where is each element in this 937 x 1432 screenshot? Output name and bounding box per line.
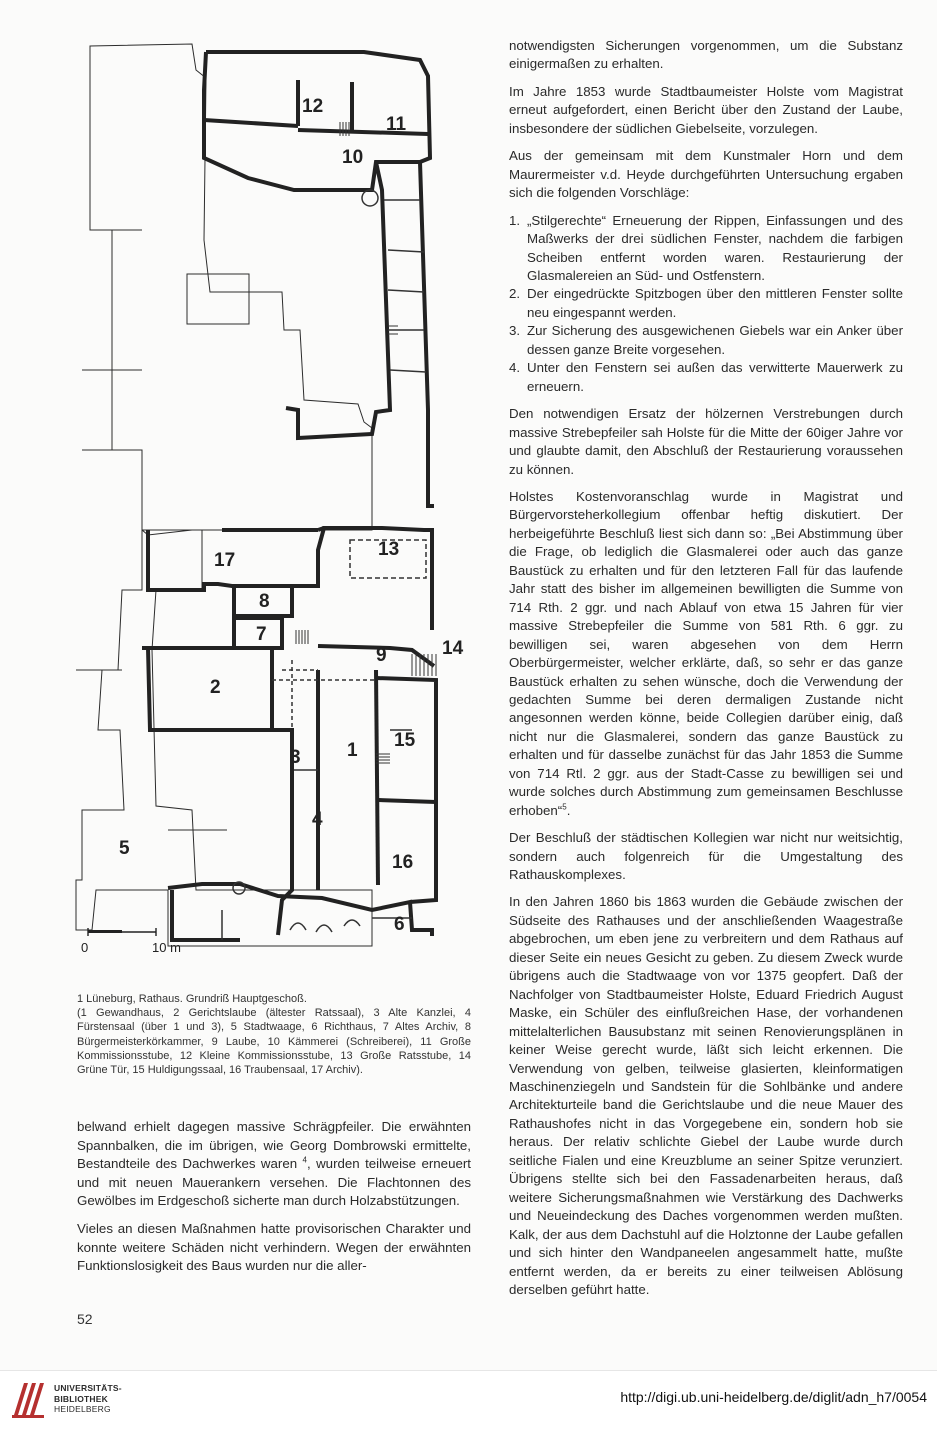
right-column-text	[509, 37, 903, 1308]
room-label-5: 5	[119, 838, 130, 859]
room-label-11: 11	[386, 114, 407, 135]
room-label-14: 14	[442, 638, 464, 659]
left-column-text	[77, 1118, 471, 1285]
quote-text: Holstes Kostenvoranschlag wurde in Magistrat und Bürgervorsteherkollegium offenbar heftig diskutiert. Der herbeigeführte Beschluß liest sich dann so: „Bei Abstimmung über die Frage, ob lediglich die Glasmalerei oder auch das ganze Baustück zu erhalten und für den letzteren Fall für das laufende Jahr statt des bisher im allgemeinen bewilligten die Summe von 714 Rth. 2 ggr. und nach Ablauf von etwa 15 Jahren für vier massive Strebepfeiler die Summe von 581 Rth. 6 ggr. zu bewilligen sei, waren abgesehen von dem Herrn Oberbürgermeister, welcher erklärte, daß, so sehr er das ganze Baustück erhalten zu sehen wünsche, doch die Verwendung der gedachten Summe bei deren dermaligen Zustande nicht angesonnen werden könne, beide Collegien darüber einig, daß nicht nur die Glasmalerei, sondern das ganze Baustück zu erhalten und für dasselbe zunächst für das Jahr 1853 die Summe von 714 Rtl. 2 ggr. aus der Stadt-Casse zu bewilligen sei und wurde solches durch Abstimmung zum gemeinsamen Beschlusse erhoben“	[509, 488, 903, 818]
right-paragraph: Im Jahre 1853 wurde Stadtbaumeister Holste vom Magistrat erneut aufgefordert, einen Bericht über den Zustand der Laube, insbesondere der südlichen Giebelseite, vorzulegen.	[509, 83, 903, 136]
left-paragraph	[77, 1118, 471, 1211]
list-text: Unter den Fenstern sei außen das verwitterte Mauerwerk zu erneuern.	[527, 360, 903, 394]
room-label-1: 1	[347, 740, 358, 761]
floor-plan-drawing	[72, 30, 472, 960]
room-label-2: 2	[210, 677, 221, 698]
scale-start: 0	[81, 940, 89, 955]
library-name-line: HEIDELBERG	[54, 1404, 111, 1414]
page-number: 52	[77, 1311, 93, 1327]
library-name-line: UNIVERSITÄTS-	[54, 1383, 122, 1393]
library-name-line: BIBLIOTHEK	[54, 1393, 108, 1404]
scale-bar	[81, 928, 181, 955]
list-number: 4.	[509, 360, 521, 376]
right-paragraph: Aus der gemeinsam mit dem Kunstmaler Horn und dem Maurermeister v.d. Heyde durchgeführten Untersuchung ergaben sich die folgenden Vorschläge:	[509, 148, 903, 201]
caption-title: 1 Lüneburg, Rathaus. Grundriß Hauptgeschoß.	[77, 993, 307, 1005]
list-item	[509, 285, 903, 322]
floor-plan	[72, 30, 472, 960]
list-item	[509, 212, 903, 286]
list-text: Zur Sicherung des ausgewichenen Giebels war ein Anker über dessen ganze Breite vorgesehen.	[527, 323, 903, 357]
room-label-10: 10	[342, 147, 364, 168]
footnote-ref: 5	[562, 802, 567, 812]
source-url[interactable]: http://digi.ub.uni-heidelberg.de/diglit/adn_h7/0054	[620, 1389, 927, 1405]
caption-legend: (1 Gewandhaus, 2 Gerichtslaube (ältester Ratssaal), 3 Alte Kanzlei, 4 Fürstensaal (über 1 und 3), 5 Stadtwaage, 6 Richthaus, 7 Altes Archiv, 8 Bürgermeisterkörkammer, 9 Laube, 10 Kämmerei (Schreiberei), 11 Große Kommissionsstube, 12 Kleine Kommissionsstube, 13 Große Ratsstube, 14 Grüne Tür, 15 Huldigungssaal, 16 Traubensaal, 17 Archiv).	[77, 1007, 471, 1077]
left-paragraph-text-rest: , wurden teilweise erneuert und mit neuen Mauerankern versehen. Die Flachtonnen des Gewölbes im Erdgeschoß sicherte man durch Holzabstützungen.	[77, 1156, 471, 1209]
list-text: „Stilgerechte“ Erneuerung der Rippen, Einfassungen und des Maßwerks der drei südlichen Fenster, nachdem die farbigen Scheiben entfernt worden waren. Restaurierung der Glasmalereien an Süd- und Ostfenstern.	[527, 212, 903, 283]
list-item	[509, 322, 903, 359]
right-paragraph: In den Jahren 1860 bis 1863 wurden die Gebäude zwischen der Südseite des Rathauses und der anschließenden Waagestraße abgebrochen, um eben jene zu verbreitern und dem Rathaus auf dieser Seite ein neues Gesicht zu geben. Zu diesem Zweck wurde übrigens auch die Stadtwaage von vor 1375 geopfert. Daß der Nachfolger von Stadtbaumeister Holste, Eduard Friedrich August Maske, ein Schüler des einflußreichen Hase, der vorhandenen mittelalterlichen Bausubstanz mit seinen Renovierungsplänen in keiner Weise gerecht wurde, läßt sich leicht erkennen. Die Verwendung von gelben, teilweise glasierten, kleinformatigen Maschinenziegeln und Sandstein für die Sohlbänke und andere Architekturteile band die Gerichtslaube und die neue Mauer des Rathaushofes nicht in das Vorgegebene ein, sondern hob sie heraus. Der relativ schlichte Giebel der Laube wurde durch seitliche Fialen und eine Kreuzblume an seiner Spitze verunziert. Übrigens stellte sich bei den Fassadenarbeiten heraus, daß weitere Sicherungsmaßnahmen wie Verstärkung des Dachwerks und Neueindeckung des Daches vorgenommen werden mußten. Kalk, der aus dem Dachstuhl auf die Holztonne der Laube gefallen und sich hinter den Wandpaneelen angesammelt hatte, mußte entfernt werden, da er bereits zu einer teilweisen Ablösung derselben geführt hatte.	[509, 894, 903, 1297]
list-number: 3.	[509, 323, 521, 339]
library-logo-icon	[10, 1379, 46, 1419]
list-number: 1.	[509, 212, 521, 228]
left-paragraph-text: belwand erhielt dagegen massive Schrägpfeiler. Die erwähnten Spannbalken, die im übrigen, wie Georg Dombrowski ermittelte, Bestandteile des Dachwerkes waren	[77, 1119, 471, 1172]
room-label-4: 4	[312, 809, 323, 830]
room-label-12: 12	[302, 96, 324, 117]
room-label-13: 13	[378, 539, 400, 560]
room-label-7: 7	[256, 624, 267, 645]
room-label-16: 16	[392, 852, 414, 873]
footnote-ref: 4	[302, 1155, 307, 1165]
list-item	[509, 359, 903, 396]
room-label-15: 15	[394, 730, 416, 751]
figure-caption	[77, 992, 471, 1077]
right-paragraph: Den notwendigen Ersatz der hölzernen Verstrebungen durch massive Strebepfeiler sah Holste für die Mitte der 60iger Jahre vor und glaubte damit, den Abschluß der Restaurierung voraussehen zu können.	[509, 406, 903, 477]
right-paragraph: notwendigsten Sicherungen vorgenommen, um die Substanz einigermaßen zu erhalten.	[509, 38, 903, 72]
footer-bar	[0, 1370, 937, 1432]
library-name	[54, 1383, 122, 1415]
room-label-8: 8	[259, 591, 270, 612]
right-paragraph: Der Beschluß der städtischen Kollegien war nicht nur weitsichtig, sondern auch folgenreich für die Umgestaltung des Rathauskomplexes.	[509, 830, 903, 883]
list-text: Der eingedrückte Spitzbogen über den mittleren Fenster sollte neu eingespannt werden.	[527, 286, 903, 320]
room-label-3: 3	[290, 747, 301, 768]
right-paragraph	[509, 488, 903, 820]
room-label-17: 17	[214, 550, 236, 571]
room-label-6: 6	[394, 914, 405, 935]
room-label-9: 9	[376, 645, 387, 666]
proposal-list	[509, 212, 903, 397]
list-number: 2.	[509, 286, 521, 302]
left-paragraph: Vieles an diesen Maßnahmen hatte provisorischen Charakter und konnte weitere Schäden nicht verhindern. Wegen der erwähnten Funktionslosigkeit des Baus wurden nur die aller-	[77, 1220, 471, 1274]
quote-end: .	[566, 802, 571, 818]
scale-end: 10 m	[152, 940, 181, 955]
